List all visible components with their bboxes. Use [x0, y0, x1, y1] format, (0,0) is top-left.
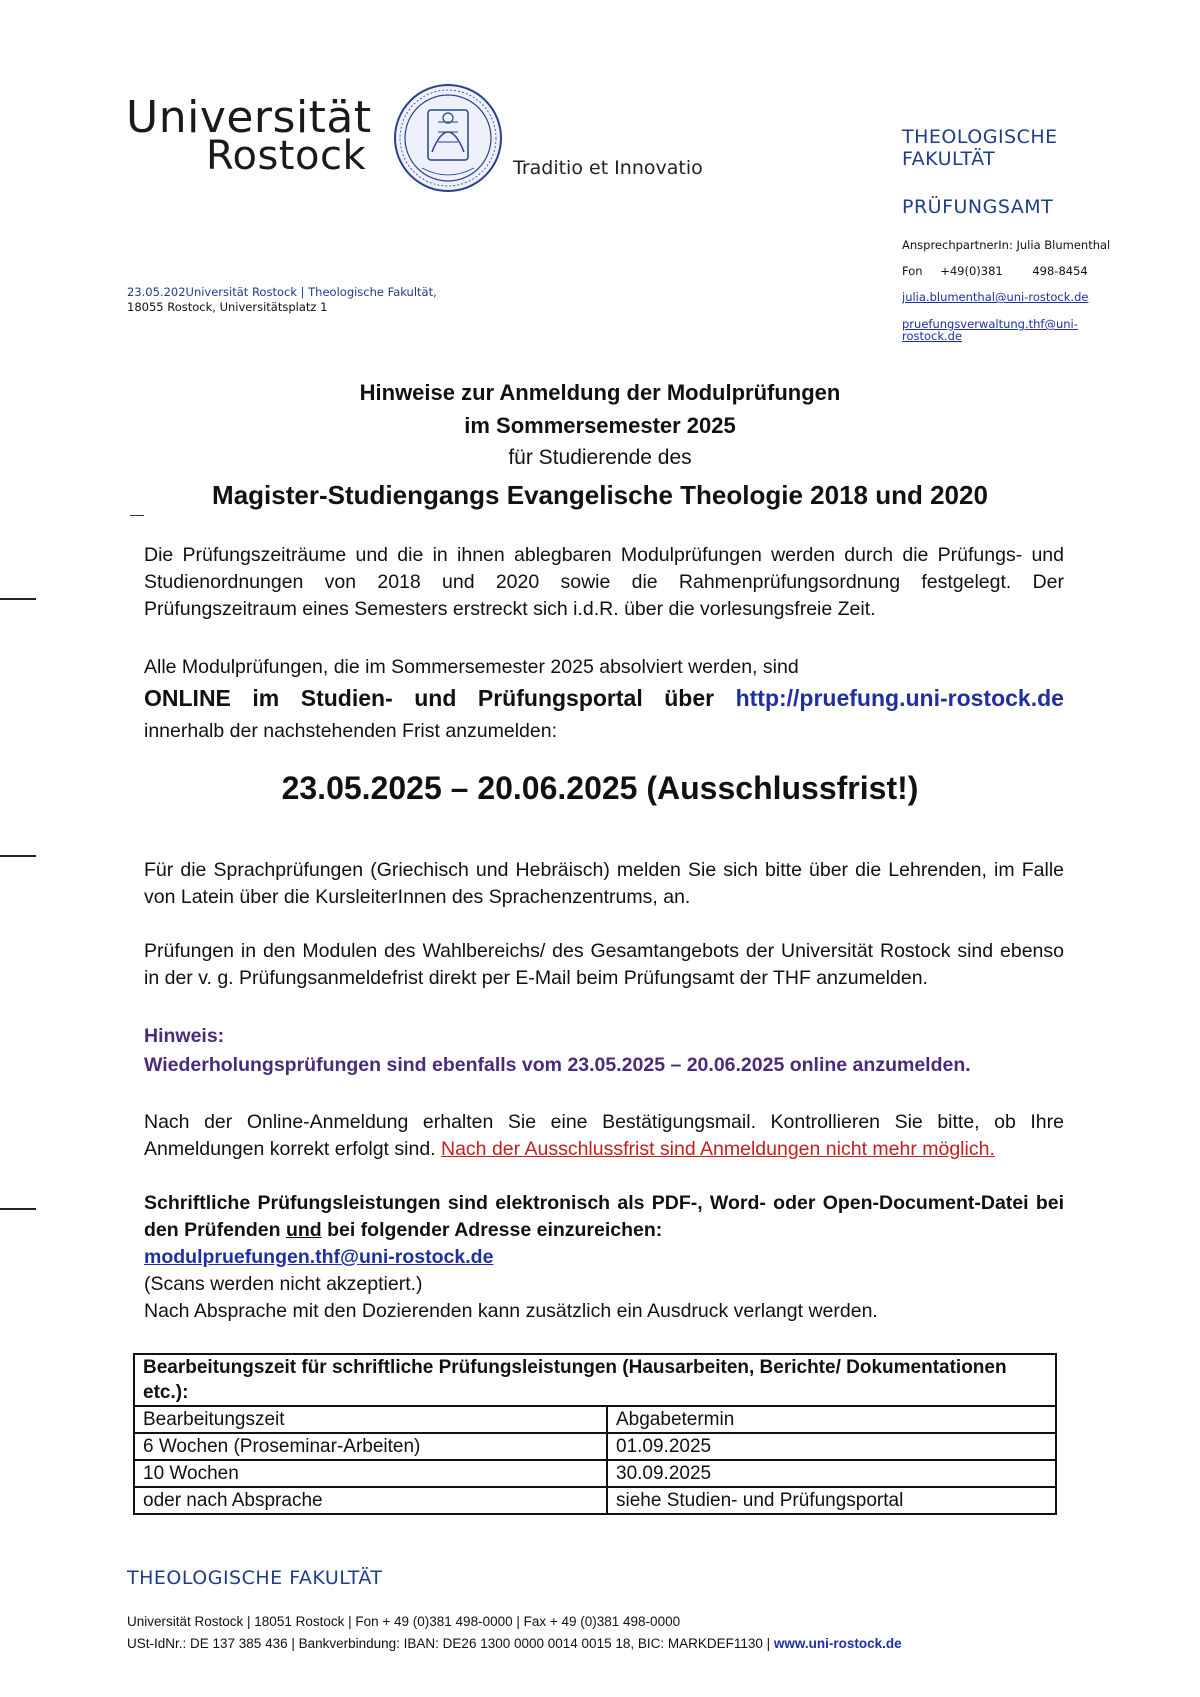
online-portal-line — [144, 685, 1064, 712]
online-word: ONLINE — [144, 685, 231, 711]
phone-label: Fon — [902, 264, 923, 278]
deadline-table — [133, 1353, 1057, 1515]
contact-phone — [902, 264, 1088, 278]
faculty-line-2: FAKULTÄT — [902, 148, 996, 170]
deadline-warning: Nach der Ausschlussfrist sind Anmeldungen nicht mehr möglich. — [441, 1138, 995, 1160]
table-title-row — [134, 1354, 1056, 1406]
printout-note: Nach Absprache mit den Dozierenden kann zusätzlich ein Ausdruck verlangt werden. — [144, 1300, 878, 1322]
written-text-2: bei folgender Adresse einzureichen: — [327, 1219, 663, 1241]
phone-number: 498-8454 — [1032, 264, 1088, 278]
margin-marker — [0, 1208, 36, 1210]
hint-label: Hinweis: — [144, 1025, 225, 1047]
logo-line-1: Universität — [126, 92, 372, 143]
table-cell: 10 Wochen — [134, 1460, 607, 1487]
written-text-1: Schriftliche Prüfungsleistungen sind elektronisch als PDF-, Word- oder Open-Document-Datei bei den Prüfenden — [144, 1192, 1064, 1241]
contact-person: AnsprechpartnerIn: Julia Blumenthal — [902, 238, 1111, 252]
office-name: PRÜFUNGSAMT — [902, 196, 1054, 218]
registration-deadline: 23.05.2025 – 20.06.2025 (Ausschlussfrist!) — [281, 770, 919, 806]
table-row — [134, 1487, 1056, 1514]
table-cell: 6 Wochen (Proseminar-Arbeiten) — [134, 1433, 607, 1460]
footer-faculty: THEOLOGISCHE FAKULTÄT — [127, 1567, 383, 1589]
title-line-1: Hinweise zur Anmeldung der Modulprüfungen — [359, 380, 841, 405]
title-line-2: im Sommersemester 2025 — [464, 413, 736, 438]
table-cell: siehe Studien- und Prüfungsportal — [607, 1487, 1056, 1514]
confirmation-paragraph — [144, 1109, 1064, 1163]
table-row — [134, 1433, 1056, 1460]
online-word: im — [252, 685, 280, 711]
submission-email-row — [144, 1244, 1064, 1271]
faculty-line-1: THEOLOGISCHE — [902, 126, 1058, 148]
table-header-cell: Abgabetermin — [607, 1406, 1056, 1433]
elective-exams-paragraph: Prüfungen in den Modulen des Wahlbereichs/ des Gesamtangebots der Universität Rostock sind ebenso in der v. g. Prüfungsanmeldefrist direkt per E-Mail beim Prüfungsamt der THF anzumelden. — [144, 940, 1064, 989]
sender-line-1: 23.05.202Universität Rostock | Theologische Fakultät, — [127, 285, 437, 299]
submission-email-link[interactable]: modulpruefungen.thf@uni-rostock.de — [144, 1246, 494, 1268]
university-seal-icon — [392, 82, 504, 194]
intro-paragraph: Die Prüfungszeiträume und die in ihnen ablegbaren Modulprüfungen werden durch die Prüfungs- und Studienordnungen von 2018 und 2020 sowie die Rahmenprüfungsordnung festgelegt. Der Prüfungszeitraum eines Semesters erstreckt sich i.d.R. über die vorlesungsfreie Zeit. — [144, 544, 1064, 620]
title-line-3: für Studierende des — [508, 446, 692, 469]
footer-website-link[interactable]: www.uni-rostock.de — [773, 1636, 902, 1651]
page-title: Magister-Studiengangs Evangelische Theologie 2018 und 2020 — [212, 480, 988, 510]
margin-tick — [130, 515, 144, 516]
table-cell: 30.09.2025 — [607, 1460, 1056, 1487]
footer-line-1: Universität Rostock | 18051 Rostock | Fon + 49 (0)381 498-0000 | Fax + 49 (0)381 498-0000 — [127, 1614, 681, 1629]
contact-email-link[interactable]: julia.blumenthal@uni-rostock.de — [902, 290, 1089, 304]
footer-line-2 — [127, 1636, 902, 1651]
online-word: Prüfungsportal — [477, 685, 643, 711]
portal-link[interactable]: http://pruefung.uni-rostock.de — [735, 685, 1064, 711]
sender-address — [127, 285, 437, 315]
margin-marker — [0, 855, 36, 857]
margin-marker — [0, 598, 36, 600]
hint-text: Wiederholungsprüfungen sind ebenfalls vom 23.05.2025 – 20.06.2025 online anzumelden. — [144, 1054, 971, 1076]
written-submission-paragraph — [144, 1190, 1064, 1244]
exam-admin-email-line2: rostock.de — [902, 329, 963, 343]
faculty-name — [902, 126, 1058, 170]
written-und: und — [285, 1219, 322, 1241]
scans-note: (Scans werden nicht akzeptiert.) — [144, 1273, 423, 1295]
exam-admin-email-line1: pruefungsverwaltung.thf@uni- — [902, 317, 1078, 331]
register-line-1: Alle Modulprüfungen, die im Sommersemester 2025 absolviert werden, sind — [144, 656, 799, 678]
university-motto: Traditio et Innovatio — [513, 157, 703, 179]
table-cell: oder nach Absprache — [134, 1487, 607, 1514]
table-cell: 01.09.2025 — [607, 1433, 1056, 1460]
online-word: über — [664, 685, 715, 711]
footer-bank-info: USt-IdNr.: DE 137 385 436 | Bankverbindung: IBAN: DE26 1300 0000 0014 0015 18, BIC: MARKDEF1130 | — [127, 1636, 771, 1651]
hint-box — [144, 1022, 971, 1080]
table-header-cell: Bearbeitungszeit — [134, 1406, 607, 1433]
table-header-row — [134, 1406, 1056, 1433]
university-logo — [126, 92, 372, 179]
table-row — [134, 1460, 1056, 1487]
contact-email2-row — [902, 318, 1078, 342]
language-exams-paragraph: Für die Sprachprüfungen (Griechisch und Hebräisch) melden Sie sich bitte über die Lehrenden, im Falle von Latein über die KursleiterInnen des Sprachenzentrums, an. — [144, 859, 1064, 908]
logo-line-2: Rostock — [206, 133, 367, 179]
register-line-3: innerhalb der nachstehenden Frist anzumelden: — [144, 720, 558, 742]
table-title: Bearbeitungszeit für schriftliche Prüfungsleistungen (Hausarbeiten, Berichte/ Dokumentationen etc.): — [134, 1354, 1056, 1406]
confirmation-text: Nach der Online-Anmeldung erhalten Sie eine Bestätigungsmail. Kontrollieren Sie bitte, ob Ihre Anmeldungen korrekt erfolgt sind. — [144, 1111, 1064, 1160]
online-word: Studien- — [300, 685, 393, 711]
contact-email-row — [902, 290, 1088, 304]
exam-admin-email-link[interactable] — [902, 317, 1078, 343]
sender-line-2: 18055 Rostock, Universitätsplatz 1 — [127, 300, 328, 314]
phone-area: +49(0)381 — [940, 264, 1003, 278]
online-word: und — [414, 685, 457, 711]
